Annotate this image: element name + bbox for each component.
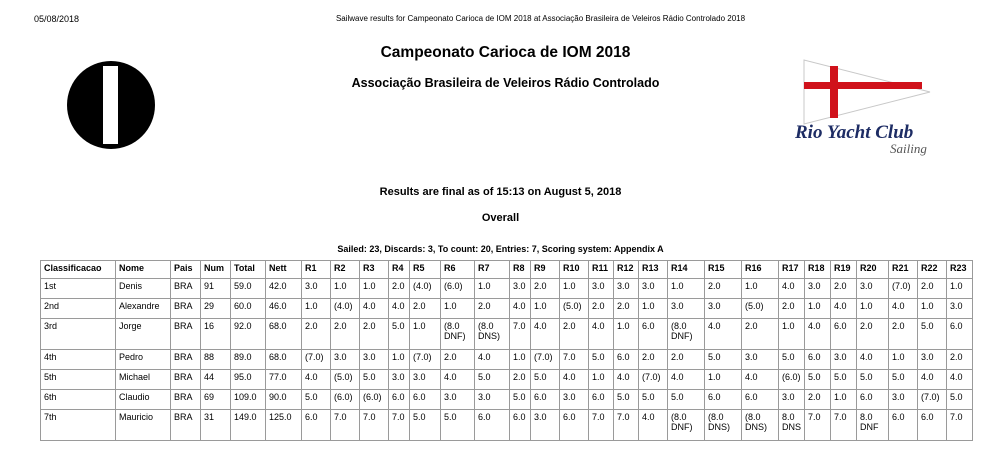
table-cell: (7.0) [889, 279, 918, 299]
table-cell: BRA [171, 370, 201, 390]
table-cell: 2.0 [475, 299, 510, 319]
table-cell: 6.0 [531, 390, 560, 410]
table-cell: 6.0 [742, 390, 779, 410]
table-cell: Claudio [116, 390, 171, 410]
table-cell: 2.0 [805, 390, 831, 410]
column-header: R5 [410, 261, 441, 279]
event-title: Campeonato Carioca de IOM 2018 [380, 44, 631, 61]
table-cell: 77.0 [266, 370, 302, 390]
table-cell: 31 [201, 410, 231, 441]
table-row [41, 299, 973, 319]
table-cell: 109.0 [231, 390, 266, 410]
table-cell: 8.0 DNF [857, 410, 889, 441]
table-cell: 3.0 [410, 370, 441, 390]
table-cell: 3.0 [831, 350, 857, 370]
table-cell: 125.0 [266, 410, 302, 441]
table-cell: 7.0 [831, 410, 857, 441]
table-cell: 3.0 [589, 279, 614, 299]
table-cell: 5.0 [410, 410, 441, 441]
table-cell: 3.0 [779, 390, 805, 410]
iom-class-logo-icon [66, 60, 156, 150]
table-cell: 2.0 [639, 350, 668, 370]
table-cell: (8.0 DNS) [742, 410, 779, 441]
column-header: R20 [857, 261, 889, 279]
table-cell: 3.0 [475, 390, 510, 410]
table-cell: 6.0 [639, 319, 668, 350]
column-header: R17 [779, 261, 805, 279]
table-cell: BRA [171, 410, 201, 441]
table-cell: 1.0 [705, 370, 742, 390]
table-cell: 2.0 [918, 279, 947, 299]
table-cell: 5.0 [805, 370, 831, 390]
table-cell: Michael [116, 370, 171, 390]
table-cell: 5.0 [441, 410, 475, 441]
column-header: R7 [475, 261, 510, 279]
table-cell: 5.0 [918, 319, 947, 350]
table-cell: 2.0 [389, 279, 410, 299]
table-cell: (6.0) [331, 390, 360, 410]
table-cell: 5.0 [302, 390, 331, 410]
table-cell: 4.0 [302, 370, 331, 390]
table-cell: (6.0) [779, 370, 805, 390]
table-cell: 6.0 [302, 410, 331, 441]
table-cell: BRA [171, 299, 201, 319]
table-cell: 4.0 [805, 319, 831, 350]
table-cell: 4.0 [889, 299, 918, 319]
table-cell: 29 [201, 299, 231, 319]
table-cell: 4.0 [560, 370, 589, 390]
table-cell: 4.0 [639, 410, 668, 441]
event-organizer: Associação Brasileira de Veleiros Rádio Controlado [351, 76, 660, 90]
table-cell: 2.0 [779, 299, 805, 319]
table-cell: 6.0 [805, 350, 831, 370]
table-cell: 5.0 [531, 370, 560, 390]
column-header: R1 [302, 261, 331, 279]
column-header: R10 [560, 261, 589, 279]
table-cell: 6.0 [410, 390, 441, 410]
table-cell: 5th [41, 370, 116, 390]
table-cell: (7.0) [302, 350, 331, 370]
table-cell: (8.0 DNS) [475, 319, 510, 350]
table-cell: 5.0 [389, 319, 410, 350]
column-header: R18 [805, 261, 831, 279]
table-cell: 5.0 [947, 390, 973, 410]
table-cell: 3.0 [510, 279, 531, 299]
table-cell: 2.0 [410, 299, 441, 319]
table-cell: 68.0 [266, 319, 302, 350]
table-cell: 1.0 [805, 299, 831, 319]
column-header: R9 [531, 261, 560, 279]
column-header: R8 [510, 261, 531, 279]
column-header: R12 [614, 261, 639, 279]
table-cell: (6.0) [441, 279, 475, 299]
table-cell: BRA [171, 279, 201, 299]
table-row [41, 390, 973, 410]
table-cell: 7.0 [389, 410, 410, 441]
table-cell: 2.0 [947, 350, 973, 370]
table-cell: 149.0 [231, 410, 266, 441]
table-cell: 5.0 [889, 370, 918, 390]
table-cell: 3.0 [918, 350, 947, 370]
column-header: R2 [331, 261, 360, 279]
table-cell: 1.0 [531, 299, 560, 319]
table-cell: BRA [171, 319, 201, 350]
table-cell: 6.0 [560, 410, 589, 441]
table-row [41, 279, 973, 299]
table-cell: 7.0 [560, 350, 589, 370]
table-cell: 2.0 [589, 299, 614, 319]
table-cell: 3.0 [560, 390, 589, 410]
table-cell: 5.0 [589, 350, 614, 370]
table-cell: 1.0 [475, 279, 510, 299]
table-cell: 90.0 [266, 390, 302, 410]
table-cell: 6.0 [705, 390, 742, 410]
table-cell: 4.0 [831, 299, 857, 319]
table-cell: 4.0 [360, 299, 389, 319]
table-cell: 6.0 [947, 319, 973, 350]
table-cell: 2.0 [831, 279, 857, 299]
table-cell: 7.0 [805, 410, 831, 441]
table-cell: 2.0 [614, 299, 639, 319]
table-cell: (8.0 DNS) [705, 410, 742, 441]
table-cell: 1.0 [589, 370, 614, 390]
table-row [41, 410, 973, 441]
column-header: R15 [705, 261, 742, 279]
table-cell: (8.0 DNF) [668, 319, 705, 350]
table-cell: 2.0 [889, 319, 918, 350]
table-cell: 16 [201, 319, 231, 350]
print-page-title: Sailwave results for Campeonato Carioca de IOM 2018 at Associação Brasileira de Veleiros Rádio Controlado 2018 [335, 14, 746, 23]
table-cell: 5.0 [614, 390, 639, 410]
table-cell: 4.0 [918, 370, 947, 390]
table-cell: 7th [41, 410, 116, 441]
table-cell: (4.0) [410, 279, 441, 299]
table-cell: (7.0) [410, 350, 441, 370]
table-cell: 2.0 [560, 319, 589, 350]
table-cell: 6.0 [889, 410, 918, 441]
table-row [41, 319, 973, 350]
table-cell: 1.0 [410, 319, 441, 350]
table-cell: 1.0 [918, 299, 947, 319]
table-cell: 6.0 [857, 390, 889, 410]
table-row [41, 350, 973, 370]
column-header: Nett [266, 261, 302, 279]
results-table [40, 260, 973, 441]
table-cell: (5.0) [331, 370, 360, 390]
table-cell: 1st [41, 279, 116, 299]
table-cell: Pedro [116, 350, 171, 370]
table-cell: 2.0 [705, 279, 742, 299]
club-subtitle: Sailing [890, 141, 927, 156]
table-cell: 8.0 DNS [779, 410, 805, 441]
table-cell: 44 [201, 370, 231, 390]
column-header: R19 [831, 261, 857, 279]
column-header: Pais [171, 261, 201, 279]
column-header: R23 [947, 261, 973, 279]
table-cell: 7.0 [360, 410, 389, 441]
table-cell: 4.0 [475, 350, 510, 370]
table-cell: 3.0 [889, 390, 918, 410]
table-cell: 6.0 [589, 390, 614, 410]
table-cell: 4.0 [947, 370, 973, 390]
table-cell: 42.0 [266, 279, 302, 299]
table-cell: 89.0 [231, 350, 266, 370]
results-status: Results are final as of 15:13 on August 5, 2018 [379, 186, 622, 198]
table-cell: 6.0 [510, 410, 531, 441]
table-cell: 3.0 [742, 350, 779, 370]
table-cell: 7.0 [947, 410, 973, 441]
table-cell: 3.0 [705, 299, 742, 319]
table-cell: 3.0 [441, 390, 475, 410]
table-cell: 6th [41, 390, 116, 410]
table-cell: 1.0 [510, 350, 531, 370]
table-cell: 1.0 [779, 319, 805, 350]
column-header: R4 [389, 261, 410, 279]
table-cell: 4.0 [614, 370, 639, 390]
column-header: R13 [639, 261, 668, 279]
column-header: R11 [589, 261, 614, 279]
table-cell: 4.0 [389, 299, 410, 319]
table-cell: 1.0 [889, 350, 918, 370]
table-cell: 59.0 [231, 279, 266, 299]
table-cell: (7.0) [918, 390, 947, 410]
table-cell: (5.0) [742, 299, 779, 319]
table-cell: 1.0 [389, 350, 410, 370]
table-cell: 3.0 [668, 299, 705, 319]
table-cell: 1.0 [560, 279, 589, 299]
table-cell: 2.0 [742, 319, 779, 350]
table-cell: 1.0 [614, 319, 639, 350]
table-cell: 4.0 [857, 350, 889, 370]
table-cell: 1.0 [742, 279, 779, 299]
table-cell: 6.0 [475, 410, 510, 441]
table-cell: (5.0) [560, 299, 589, 319]
table-cell: 1.0 [302, 299, 331, 319]
table-cell: 3.0 [331, 350, 360, 370]
column-header: R6 [441, 261, 475, 279]
table-row [41, 370, 973, 390]
table-cell: 68.0 [266, 350, 302, 370]
table-cell: 1.0 [331, 279, 360, 299]
table-cell: 2.0 [441, 350, 475, 370]
column-header: R3 [360, 261, 389, 279]
table-cell: 88 [201, 350, 231, 370]
table-cell: 4.0 [589, 319, 614, 350]
table-cell: 4.0 [742, 370, 779, 390]
table-cell: 7.0 [331, 410, 360, 441]
table-cell: (4.0) [331, 299, 360, 319]
section-heading: Overall [481, 212, 520, 224]
column-header: R14 [668, 261, 705, 279]
column-header: Classificacao [41, 261, 116, 279]
table-cell: 3.0 [389, 370, 410, 390]
table-cell: 5.0 [475, 370, 510, 390]
table-cell: (6.0) [360, 390, 389, 410]
table-cell: 2nd [41, 299, 116, 319]
table-cell: 2.0 [510, 370, 531, 390]
table-cell: 2.0 [302, 319, 331, 350]
table-cell: 91 [201, 279, 231, 299]
table-cell: 2.0 [857, 319, 889, 350]
table-cell: 3.0 [947, 299, 973, 319]
table-cell: BRA [171, 350, 201, 370]
table-cell: 5.0 [639, 390, 668, 410]
table-cell: 4.0 [705, 319, 742, 350]
table-cell: 4.0 [531, 319, 560, 350]
table-cell: 5.0 [705, 350, 742, 370]
table-cell: 6.0 [918, 410, 947, 441]
table-cell: 3rd [41, 319, 116, 350]
table-cell: 6.0 [614, 350, 639, 370]
table-cell: 92.0 [231, 319, 266, 350]
club-name: Rio Yacht Club [795, 122, 914, 143]
table-cell: 3.0 [639, 279, 668, 299]
table-cell: 3.0 [857, 279, 889, 299]
table-header-row [41, 261, 973, 279]
table-cell: (7.0) [639, 370, 668, 390]
print-date: 05/08/2018 [34, 14, 80, 24]
table-cell: (7.0) [531, 350, 560, 370]
table-cell: 3.0 [531, 410, 560, 441]
table-cell: 7.0 [510, 319, 531, 350]
table-cell: 6.0 [389, 390, 410, 410]
table-cell: 1.0 [360, 279, 389, 299]
table-cell: 5.0 [668, 390, 705, 410]
table-cell: 1.0 [831, 390, 857, 410]
table-cell: 2.0 [360, 319, 389, 350]
series-summary: Sailed: 23, Discards: 3, To count: 20, Entries: 7, Scoring system: Appendix A [337, 244, 664, 254]
table-cell: 1.0 [639, 299, 668, 319]
table-cell: Denis [116, 279, 171, 299]
table-cell: 4th [41, 350, 116, 370]
table-cell: 46.0 [266, 299, 302, 319]
table-cell: Alexandre [116, 299, 171, 319]
table-cell: 4.0 [441, 370, 475, 390]
table-cell: 4.0 [779, 279, 805, 299]
table-cell: 5.0 [857, 370, 889, 390]
table-cell: (8.0 DNF) [441, 319, 475, 350]
table-cell: Jorge [116, 319, 171, 350]
column-header: Total [231, 261, 266, 279]
table-cell: 4.0 [668, 370, 705, 390]
column-header: Nome [116, 261, 171, 279]
column-header: Num [201, 261, 231, 279]
table-cell: 60.0 [231, 299, 266, 319]
table-cell: 5.0 [360, 370, 389, 390]
table-cell: 1.0 [441, 299, 475, 319]
table-cell: 2.0 [331, 319, 360, 350]
table-cell: 3.0 [302, 279, 331, 299]
table-cell: 1.0 [947, 279, 973, 299]
table-cell: 7.0 [614, 410, 639, 441]
table-cell: 1.0 [668, 279, 705, 299]
column-header: R22 [918, 261, 947, 279]
table-cell: 5.0 [510, 390, 531, 410]
column-header: R21 [889, 261, 918, 279]
table-cell: 3.0 [614, 279, 639, 299]
table-cell: Mauricio [116, 410, 171, 441]
table-cell: 69 [201, 390, 231, 410]
column-header: R16 [742, 261, 779, 279]
table-cell: 1.0 [857, 299, 889, 319]
table-cell: (8.0 DNF) [668, 410, 705, 441]
table-cell: 5.0 [779, 350, 805, 370]
table-cell: 2.0 [531, 279, 560, 299]
table-cell: 6.0 [831, 319, 857, 350]
table-cell: 5.0 [831, 370, 857, 390]
table-cell: BRA [171, 390, 201, 410]
table-cell: 4.0 [510, 299, 531, 319]
table-cell: 3.0 [360, 350, 389, 370]
table-cell: 3.0 [805, 279, 831, 299]
table-cell: 2.0 [668, 350, 705, 370]
table-cell: 7.0 [589, 410, 614, 441]
table-cell: 95.0 [231, 370, 266, 390]
